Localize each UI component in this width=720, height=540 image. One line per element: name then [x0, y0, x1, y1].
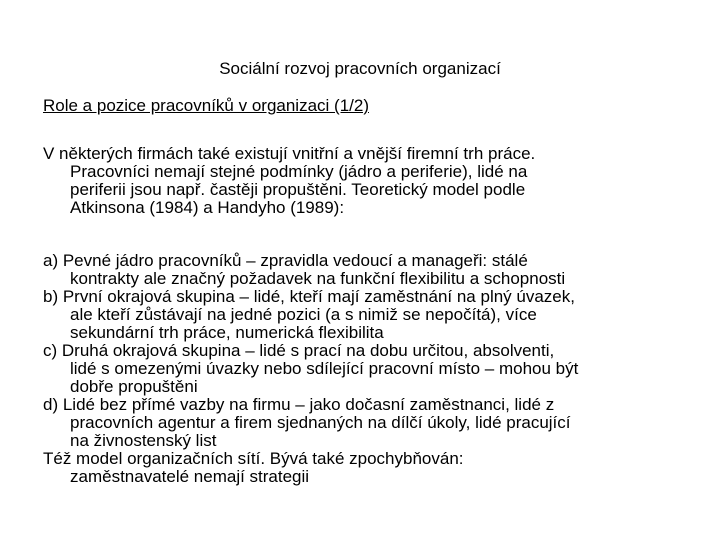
list-item-a-cont: kontrakty ale značný požadavek na funkční flexibilitu a schopnosti: [70, 269, 566, 288]
closing-note-cont: zaměstnavatelé nemají strategii: [70, 467, 310, 486]
list-item-a: a) Pevné jádro pracovníků – zpravidla vedoucí a manageři: stálé: [43, 251, 528, 270]
list-item-b-cont: sekundární trh práce, numerická flexibilita: [70, 323, 384, 342]
list-item-d-cont: pracovních agentur a firem sjednaných na dílčí úkoly, lidé pracující: [70, 413, 571, 432]
list-item-d-cont: na živnostenský list: [70, 431, 217, 450]
model-list: [43, 252, 703, 486]
slide-subtitle: Role a pozice pracovníků v organizaci (1/2): [43, 96, 369, 115]
list-item-c: c) Druhá okrajová skupina – lidé s prací na dobu určitou, absolventi,: [43, 341, 555, 360]
intro-line: Pracovníci nemají stejné podmínky (jádro a periferie), lidé na: [70, 162, 528, 181]
closing-note: Též model organizačních sítí. Bývá také zpochybňován:: [43, 449, 464, 468]
list-item-c-cont: lidé s omezenými úvazky nebo sdílející pracovní místo – mohou být: [70, 359, 579, 378]
list-item-b: b) První okrajová skupina – lidé, kteří mají zaměstnání na plný úvazek,: [43, 287, 575, 306]
list-item-b-cont: ale kteří zůstávají na jedné pozici (a s nimiž se nepočítá), více: [70, 305, 537, 324]
intro-paragraph: [43, 145, 703, 217]
slide-title: Sociální rozvoj pracovních organizací: [219, 59, 501, 78]
intro-line: periferii jsou např. častěji propuštěni. Teoretický model podle: [70, 180, 526, 199]
list-item-c-cont: dobře propuštěni: [70, 377, 198, 396]
list-item-d: d) Lidé bez přímé vazby na firmu – jako dočasní zaměstnanci, lidé z: [43, 395, 555, 414]
intro-line: Atkinsona (1984) a Handyho (1989):: [70, 198, 345, 217]
intro-line: V některých firmách také existují vnitřní a vnější firemní trh práce.: [43, 144, 536, 163]
